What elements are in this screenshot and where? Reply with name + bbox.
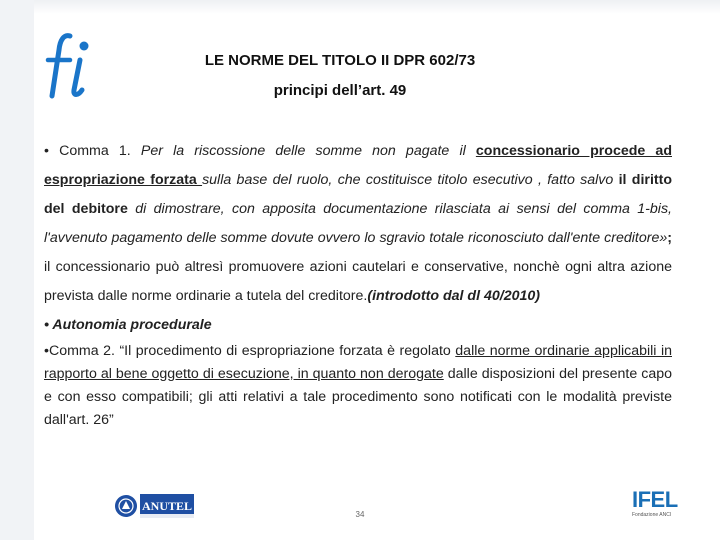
anutel-logo-icon [114,490,196,522]
top-shade [34,0,720,14]
text-segment: Per la riscossione delle somme non pagate il [140,143,476,159]
bold-text: ; [667,230,672,246]
text-segment: •Comma 2. “Il procedimento di espropriazione forzata è regolato [44,343,456,359]
fi-logo-icon [40,28,100,104]
text-segment: sulla base del ruolo, che costituisce titolo esecutivo , fatto salvo [202,172,619,188]
bold-text: il diritto del debitore [44,172,672,217]
text-segment: il concessionario può altresì promuovere azioni cautelari e conservative, nonchè ogni altra azione prevista dalle norme ordinarie a tutela del creditore. [44,259,672,304]
anutel-logo-text: ANUTEL [141,499,193,513]
ifel-logo-subtext: Fondazione ANCI [632,512,672,518]
text-segment: dalle disposizioni del presente capo e con esso compatibili; gli atti relativi a tale procedimento sono notificati con le modalità previste dall'art. 26” [44,366,672,428]
underlined-text: dalle norme ordinarie applicabili in rapporto al bene oggetto di esecuzione, in quanto non derogate [44,343,672,382]
paragraph-comma-2 [44,340,672,432]
underlined-bold-text: concessionario procede ad espropriazione forzata [44,143,672,188]
text-segment: di dimostrare, con apposita documentazione rilasciata ai sensi del comma 1-bis, l'avvenuto pagamento delle somme dovute ovvero lo sgravio totale riconosciuto dall'ente creditore» [44,201,672,246]
ifel-logo-text: IFEL [632,487,678,512]
ifel-logo [632,488,688,524]
bold-italic-note: (introdotto dal dl 40/2010) [367,288,540,304]
body-text [44,137,672,432]
left-margin-strip [0,0,34,540]
paragraph-comma-1 [44,137,672,311]
page-number: 34 [355,510,365,519]
bullet-comma-1: • Comma 1. [44,143,141,159]
page-subtitle: principi dell’art. 49 [273,82,407,99]
page-title: LE NORME DEL TITOLO II DPR 602/73 [204,52,476,69]
heading-autonomia: • Autonomia procedurale [44,317,212,333]
